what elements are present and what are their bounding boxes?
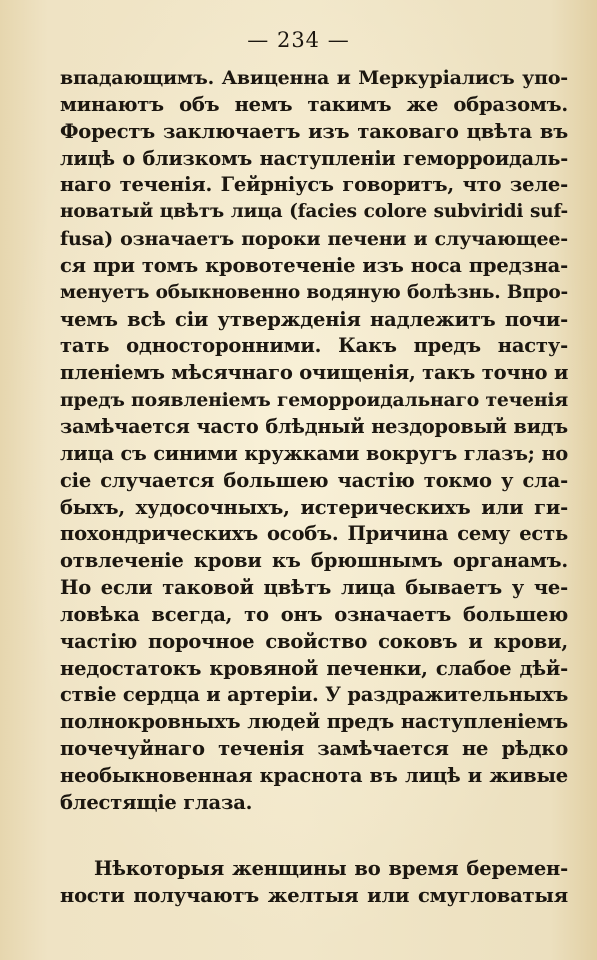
paragraph-1	[60, 65, 568, 817]
text-line: предъ появленіемъ геморроидальнаго теченія	[60, 389, 568, 412]
text-line: ся при томъ кровотеченіе изъ носа предзна-	[60, 253, 568, 277]
text-line: замѣчается часто блѣдный нездоровый видъ	[60, 414, 568, 438]
text-line: блестящіе глаза.	[60, 790, 253, 814]
text-line: сіе случается большею частію токмо у сла-	[60, 468, 568, 492]
text-line: ности получаютъ желтыя или смугловатыя	[60, 883, 568, 907]
paragraph-2	[60, 856, 568, 910]
text-line: лица съ синими кружками вокругъ глазъ; но	[60, 441, 568, 465]
text-line: впадающимъ. Авиценна и Меркуріалисъ упо-	[60, 67, 568, 89]
text-line: чемъ всѣ сіи утвержденія надлежитъ почи-	[60, 307, 568, 331]
text-line: тать односторонними. Какъ предъ насту-	[60, 334, 568, 358]
text-line: Но если таковой цвѣтъ лица бываетъ у че-	[60, 576, 568, 600]
text-line: новатый цвѣтъ лица (facies colore subviridi suf-	[60, 201, 568, 223]
text-line: Нѣкоторыя женщины во время беремен-	[94, 857, 568, 880]
text-line: отвлеченіе крови къ брюшнымъ органамъ.	[60, 549, 568, 573]
text-line: ствіе сердца и артеріи. У раздражительныхъ	[60, 683, 569, 707]
text-line: похондрическихъ особъ. Причина сему есть	[60, 522, 568, 546]
text-line: полнокровныхъ людей предъ наступленіемъ	[60, 710, 568, 734]
text-line: быхъ, худосочныхъ, истерическихъ или ги-	[60, 495, 568, 519]
text-line: частію порочное свойство соковъ и крови,	[60, 629, 568, 653]
text-line: Форестъ заключаетъ изъ таковаго цвѣта въ	[60, 119, 568, 143]
text-line: почечуйнаго теченія замѣчается не рѣдко	[60, 737, 568, 761]
text-line: пленіемъ мѣсячнаго очищенія, такъ точно и	[60, 361, 569, 385]
text-line: недостатокъ кровяной печенки, слабое дѣй-	[60, 656, 568, 680]
text-line: наго теченія. Гейрніусъ говоритъ, что зеле-	[60, 173, 568, 197]
text-line: менуетъ обыкновенно водяную болѣзнь. Впро-	[60, 281, 568, 303]
text-line: ловѣка всегда, то онъ означаетъ большею	[60, 602, 568, 626]
page-number: — 234 —	[247, 28, 350, 52]
text-line: необыкновенная краснота въ лицѣ и живые	[60, 763, 568, 787]
text-line: минаютъ объ немъ такимъ же образомъ.	[60, 92, 568, 116]
text-line: fusa) означаетъ пороки печени и случающее-	[60, 228, 568, 251]
text-line: лицѣ о близкомъ наступленіи геморроидаль-	[60, 146, 568, 170]
